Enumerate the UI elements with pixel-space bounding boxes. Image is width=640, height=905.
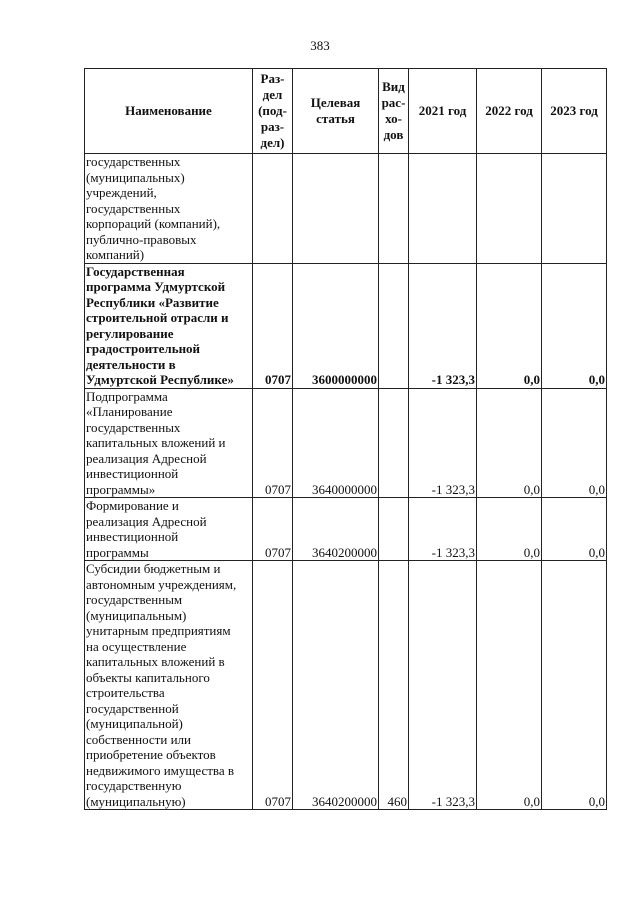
- header-expense-type: Вид рас- хо- дов: [379, 69, 409, 154]
- row-2022: 0,0: [477, 388, 542, 498]
- table-row: [85, 388, 607, 498]
- row-target: 3600000000: [293, 263, 379, 388]
- row-section: 0707: [253, 561, 293, 810]
- header-row: [85, 69, 607, 154]
- header-name: Наименование: [85, 69, 253, 154]
- row-target: 3640200000: [293, 561, 379, 810]
- header-2021: 2021 год: [409, 69, 477, 154]
- row-2022: 0,0: [477, 498, 542, 561]
- page-number: 383: [310, 38, 330, 53]
- row-expense: [379, 388, 409, 498]
- table-row: [85, 561, 607, 810]
- table-row: [85, 154, 607, 264]
- row-target: 3640200000: [293, 498, 379, 561]
- row-2023: [542, 154, 607, 264]
- row-name: Формирование и реализация Адресной инвестиционной программы: [85, 498, 253, 561]
- table-row: [85, 498, 607, 561]
- row-name: Подпрограмма «Планирование государственных капитальных вложений и реализация Адресной инвестиционной программы»: [85, 388, 253, 498]
- row-target: 3640000000: [293, 388, 379, 498]
- row-name: Субсидии бюджетным и автономным учреждениям, государственным (муниципальным) унитарным предприятиям на осуществление капитальных вложений в объекты капитального строительства государственной (муниципальной) собственности или приобретение объектов недвижимого имущества в государственную (муниципальную): [85, 561, 253, 810]
- row-2021: -1 323,3: [409, 388, 477, 498]
- row-2023: 0,0: [542, 498, 607, 561]
- row-name: Государственная программа Удмуртской Республики «Развитие строительной отрасли и регулирование градостроительной деятельности в Удмуртской Республике»: [85, 263, 253, 388]
- row-2023: 0,0: [542, 263, 607, 388]
- header-section: Раз- дел (под- раз- дел): [253, 69, 293, 154]
- header-2022: 2022 год: [477, 69, 542, 154]
- table-row: [85, 263, 607, 388]
- row-section: 0707: [253, 388, 293, 498]
- row-expense: [379, 263, 409, 388]
- row-2022: 0,0: [477, 263, 542, 388]
- row-target: [293, 154, 379, 264]
- row-expense: 460: [379, 561, 409, 810]
- row-expense: [379, 154, 409, 264]
- row-2021: [409, 154, 477, 264]
- header-target-article: Целевая статья: [293, 69, 379, 154]
- row-section: 0707: [253, 498, 293, 561]
- row-2021: -1 323,3: [409, 498, 477, 561]
- row-2022: 0,0: [477, 561, 542, 810]
- row-2022: [477, 154, 542, 264]
- row-section: [253, 154, 293, 264]
- budget-table: [84, 68, 607, 810]
- row-name: государственных (муниципальных) учреждений, государственных корпораций (компаний), публично-правовых компаний): [85, 154, 253, 264]
- header-2023: 2023 год: [542, 69, 607, 154]
- row-2021: -1 323,3: [409, 263, 477, 388]
- row-2021: -1 323,3: [409, 561, 477, 810]
- row-section: 0707: [253, 263, 293, 388]
- row-2023: 0,0: [542, 388, 607, 498]
- row-expense: [379, 498, 409, 561]
- row-2023: 0,0: [542, 561, 607, 810]
